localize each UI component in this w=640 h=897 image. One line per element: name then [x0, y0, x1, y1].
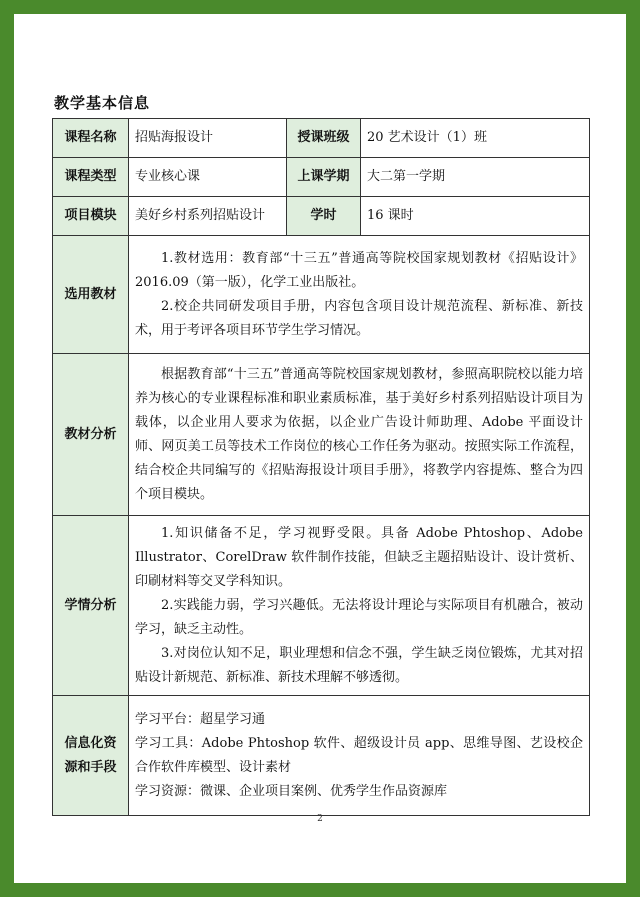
analysis-paragraph: 根据教育部“十三五”普通高等院校国家规划教材，参照高职院校以能力培养为核心的专业课程标准和职业素质标准，基于美好乡村系列招贴设计项目为载体，以企业用人要求为依据，以企业广告设计师助理、Adobe 平面设计师、网页美工员等技术工作岗位的核心工作任务为驱动。按照实际工作流程，结合校企共同编写的《招贴海报设计项目手册》，将教学内容提炼、整合为四个项目模块。 — [135, 366, 583, 502]
class-label: 授课班级 — [287, 119, 361, 158]
table-row — [53, 516, 590, 696]
table-row — [53, 236, 590, 354]
learners-paragraph: 3.对岗位认知不足，职业理想和信念不强，学生缺乏岗位锻炼，尤其对招贴设计新规范、新标准、新技术理解不够透彻。 — [135, 645, 583, 685]
resources-label-line: 源和手段 — [64, 759, 117, 775]
resources-label-line: 信息化资 — [64, 735, 117, 751]
table-row — [53, 354, 590, 516]
page-number: 2 — [317, 814, 323, 824]
learners-paragraph: 2.实践能力弱，学习兴趣低。无法将设计理论与实际项目有机融合，被动学习，缺乏主动性。 — [135, 597, 583, 637]
course-name-label: 课程名称 — [53, 119, 129, 158]
textbook-paragraph: 1.教材选用：教育部“十三五”普通高等院校国家规划教材《招贴设计》2016.09（第一版），化学工业出版社。 — [135, 250, 583, 290]
textbook-paragraph: 2.校企共同研发项目手册，内容包含项目设计规范流程、新标准、新技术，用于考评各项目环节学生学习情况。 — [135, 298, 583, 338]
hours-label: 学时 — [287, 197, 361, 236]
hours-value: 16 课时 — [361, 197, 590, 236]
document-page — [14, 14, 626, 883]
basic-info-table — [52, 118, 590, 816]
resources-content — [129, 696, 590, 816]
analysis-label: 教材分析 — [53, 354, 129, 516]
analysis-content — [129, 354, 590, 516]
resources-line: 学习资源：微课、企业项目案例、优秀学生作品资源库 — [135, 783, 448, 799]
textbook-content — [129, 236, 590, 354]
learners-content — [129, 516, 590, 696]
table-row — [53, 119, 590, 158]
learners-paragraph: 1.知识储备不足，学习视野受限。具备 Adobe Phtoshop、Adobe Illustrator、CorelDraw 软件制作技能，但缺乏主题招贴设计、设计赏析、印刷材料等交叉学科知识。 — [135, 525, 583, 589]
course-name-value: 招贴海报设计 — [129, 119, 287, 158]
module-label: 项目模块 — [53, 197, 129, 236]
learners-label: 学情分析 — [53, 516, 129, 696]
section-title: 教学基本信息 — [54, 94, 151, 112]
table-row — [53, 158, 590, 197]
resources-line: 学习平台：超星学习通 — [135, 711, 266, 727]
resources-label — [53, 696, 129, 816]
semester-label: 上课学期 — [287, 158, 361, 197]
table-row — [53, 197, 590, 236]
textbook-label: 选用教材 — [53, 236, 129, 354]
class-value: 20 艺术设计（1）班 — [361, 119, 590, 158]
module-value: 美好乡村系列招贴设计 — [129, 197, 287, 236]
table-row — [53, 696, 590, 816]
course-type-value: 专业核心课 — [129, 158, 287, 197]
semester-value: 大二第一学期 — [361, 158, 590, 197]
course-type-label: 课程类型 — [53, 158, 129, 197]
resources-line: 学习工具：Adobe Phtoshop 软件、超级设计员 app、思维导图、艺设校企合作软件库模型、设计素材 — [135, 735, 583, 775]
